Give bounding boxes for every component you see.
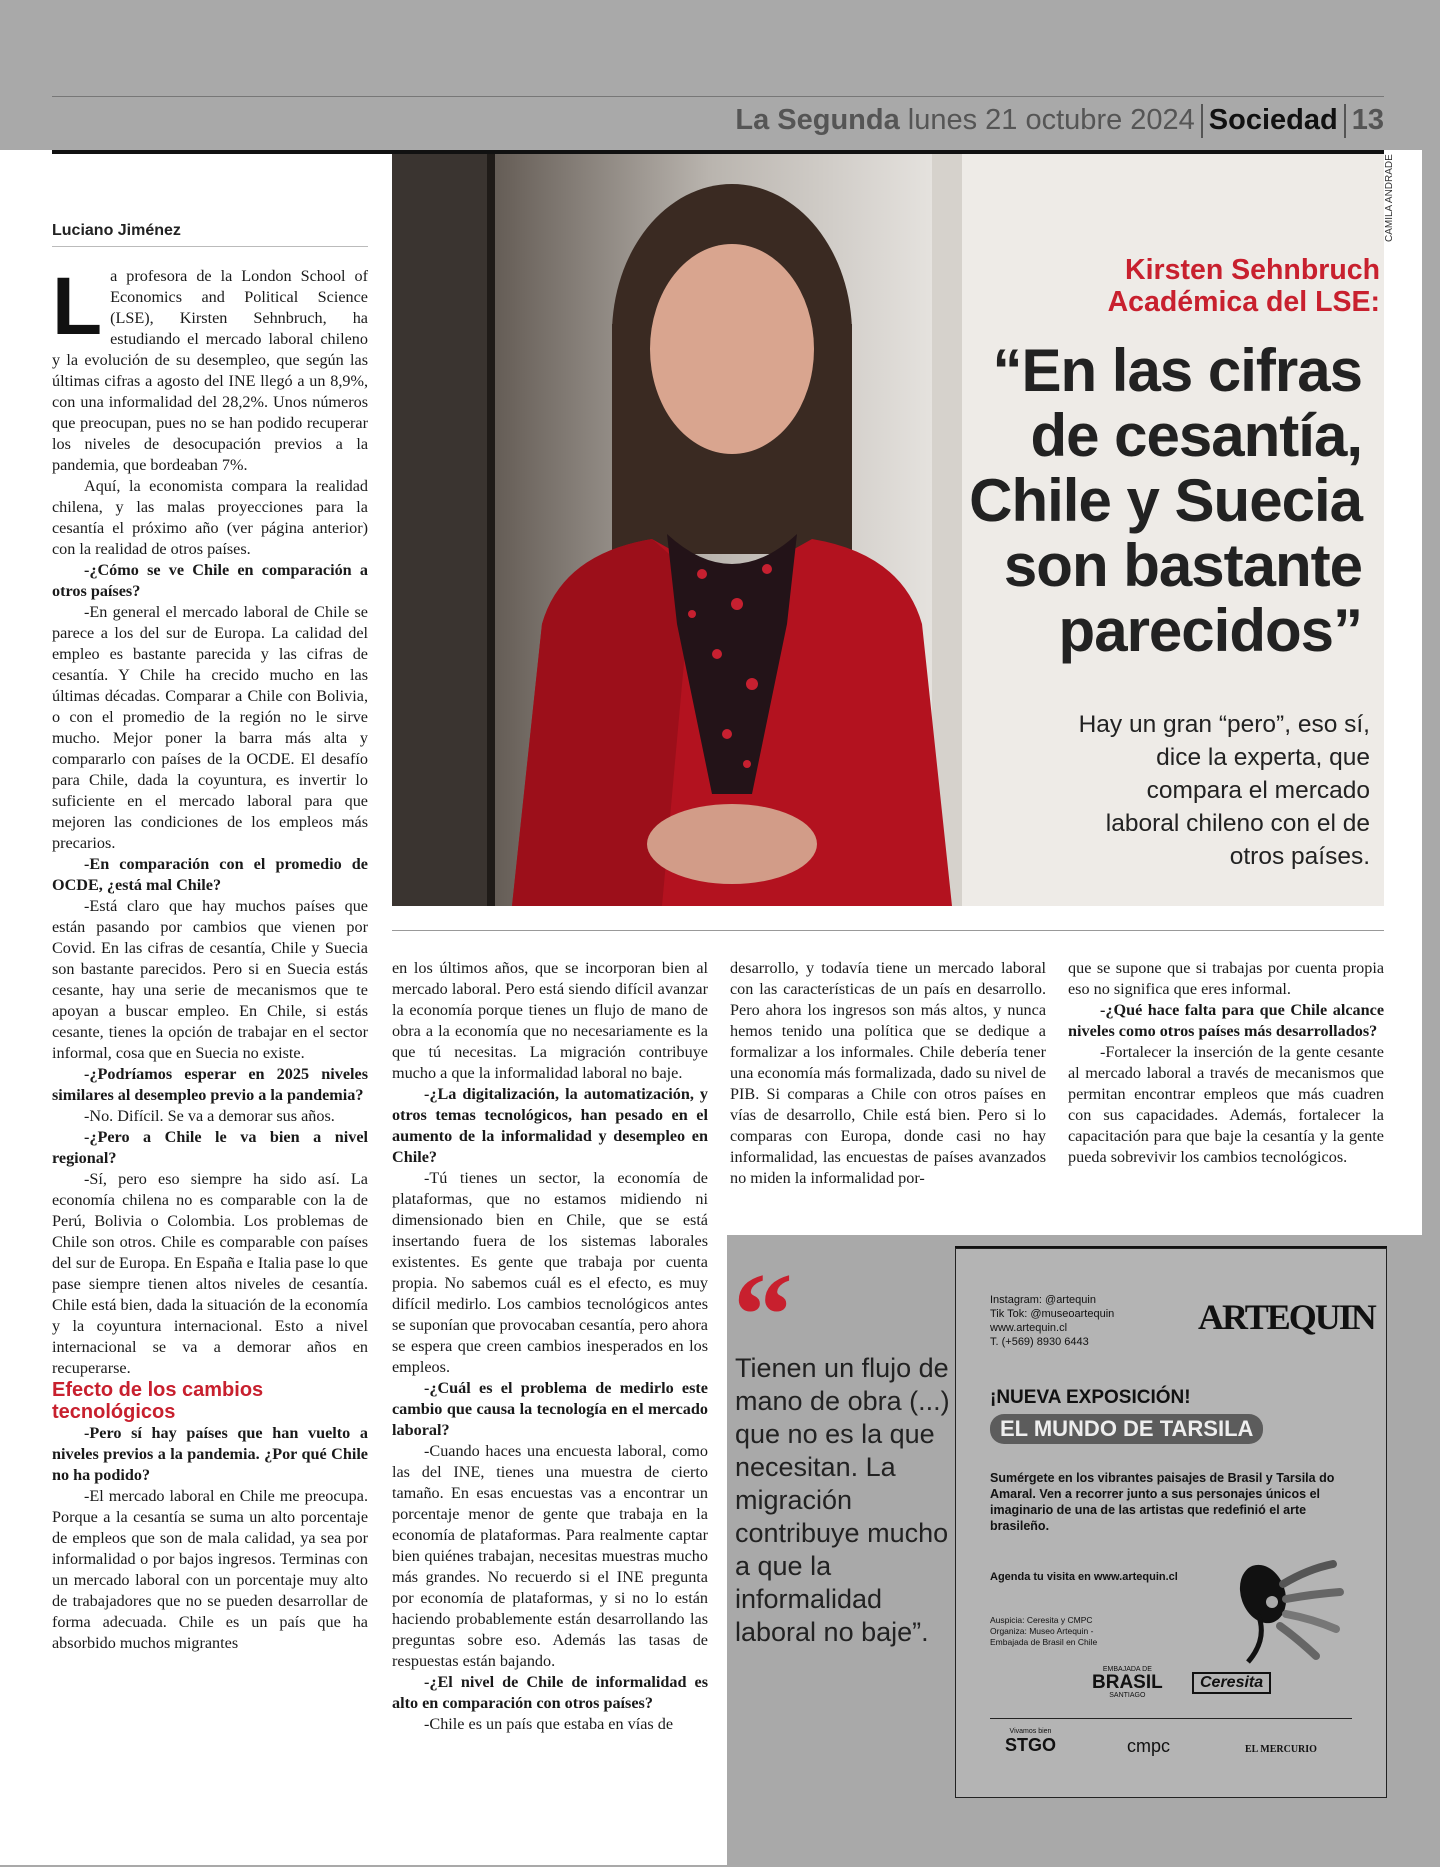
page-number: 13 — [1351, 104, 1384, 136]
header-top-rule — [52, 96, 1384, 97]
answer: -Cuando haces una encuesta laboral, como las del INE, tienes una muestra de cierto tamaño. En esas encuestas vas a encontrar un porcentaje menor de gente que trabaja en la economía de plataformas. Para realmente captar bien quiénes trabajan, necesitas muestras mucho más grandes. No recuerdo si el INE pregunta por economía de plataformas, y si no lo están haciendo probablemente están desarrollando las preguntas sobre eso. Además las tasas de respuestas están bajando. — [392, 1442, 708, 1670]
ad-website: www.artequin.cl — [990, 1322, 1068, 1334]
ad-sponsor-line: Embajada de Brasil en Chile — [990, 1637, 1098, 1647]
issue-date: lunes 21 octubre 2024 — [907, 104, 1195, 136]
lead-text: a profesora de la London School of Economics and Political Science (LSE), Kirsten Sehnbruch, ha estudiando el mercado laboral chileno y la evolución de su desempleo, que según las últimas cifras a agosto del INE llegó a un 8,9%, con una informalidad del 28,2%. Unos números que preocupan, pues no se han podido recuperar los niveles de desocupación previos a la pandemia, que bordeaban 7%. — [52, 267, 368, 474]
deck-line: dice la experta, que — [1156, 744, 1370, 771]
embassy-brasil-logo — [1092, 1666, 1163, 1699]
answer: -No. Difícil. Se va a demorar sus años. — [84, 1107, 335, 1125]
section-name: Sociedad — [1208, 104, 1338, 136]
embassy-label: EMBAJADA DE — [1102, 1666, 1152, 1673]
embassy-name: BRASIL — [1092, 1672, 1163, 1693]
header-separator — [1201, 104, 1203, 138]
headline-line: Chile y Suecia — [969, 467, 1362, 534]
question: -¿Cómo se ve Chile en comparación a otros países? — [52, 561, 368, 600]
headline — [969, 338, 1362, 663]
answer: -El mercado laboral en Chile me preocupa. Porque a la cesantía se suma un alto porcentaje de empleos que son de mala calidad, ya sea por informalidad o por bajos ingresos. Terminas con un mercado laboral con un porcentaje muy alto de trabajadores que no se pueden desarrollar de forma adecuada. Chile es un país que ha absorbido muchos migrantes — [52, 1487, 368, 1652]
subheading: Efecto de los cambios tecnológicos — [52, 1379, 264, 1423]
answer: -Está claro que hay muchos países que están pasando por cambios que vienen por Covid. En las cifras de cesantía, Chile y Suecia son bastante parecidos. Pero si en Suecia estás cesante, hay una serie de mecanismos que te apoyan a buscar empleo. En Chile, si estás cesante, tienes la opción de trabajar en el sector informal, cosa que en Suecia no existe. — [52, 897, 368, 1062]
deck-line: compara el mercado — [1146, 777, 1370, 804]
page-header — [52, 100, 1384, 144]
ad-agenda: Agenda tu visita en www.artequin.cl — [990, 1571, 1178, 1583]
ad-announcement: ¡NUEVA EXPOSICIÓN! — [990, 1387, 1191, 1408]
artequin-logo: ARTEQUIN — [1198, 1297, 1375, 1337]
ad-exhibition-title: EL MUNDO DE TARSILA — [990, 1414, 1263, 1444]
question: -¿Pero a Chile le va bien a nivel regional? — [52, 1128, 368, 1167]
ad-tiktok: Tik Tok: @museoartequin — [990, 1308, 1115, 1320]
answer: -En general el mercado laboral de Chile se parece a los del sur de Europa. La calidad del empleo es bastante parecida y las cifras de cesantía. Y Chile ha crecido mucho en las últimas décadas. Comparar a Chile con Bolivia, o con el promedio de la región no le sirve mucho. Mejor poner la barra más alta y compararlo con países de la OCDE. El desafío para Chile, dada la coyuntura, es invertir lo suficiente en el mercado laboral para que mejoren las condiciones de los empleos más precarios. — [52, 603, 368, 852]
byline-rule — [52, 246, 368, 247]
question: -Pero sí hay países que han vuelto a niveles previos a la pandemia. ¿Por qué Chile no ha podido? — [52, 1424, 368, 1484]
question: -¿La digitalización, la automatización, y otros temas tecnológicos, han pesado en el aumento de la informalidad y desempleo en Chile? — [392, 1085, 708, 1166]
el-mercurio-logo: EL MERCURIO — [1245, 1744, 1317, 1755]
question: -En comparación con el promedio de OCDE, ¿está mal Chile? — [52, 855, 368, 894]
paragraph: que se supone que si trabajas por cuenta propia eso no significa que eres informal. — [1068, 959, 1384, 998]
deck-line: otros países. — [1229, 843, 1370, 870]
paragraph: Aquí, la economista compara la realidad chilena, y las malas proyecciones para la cesantía el próximo año (ver página anterior) con la realidad de otros países. — [52, 477, 368, 558]
article-column-1 — [52, 261, 368, 1654]
drop-cap: L — [52, 261, 103, 352]
deck — [1079, 708, 1370, 873]
headline-line: son bastante — [1003, 532, 1362, 599]
headline-line: “En las cifras — [992, 337, 1362, 404]
ad-instagram: Instagram: @artequin — [990, 1294, 1096, 1306]
publication-name: La Segunda — [735, 104, 900, 136]
kicker-role: Académica del LSE: — [1107, 286, 1380, 318]
deck-line: Hay un gran “pero”, eso sí, — [1078, 711, 1370, 738]
cmpc-logo: cmpc — [1127, 1736, 1171, 1756]
header-separator — [1344, 104, 1346, 138]
deck-line: laboral chileno con el de — [1105, 810, 1370, 837]
paragraph: desarrollo, y todavía tiene un mercado laboral con las características de un país en desarrollo. Pero ahora los ingresos son más altos, y nunca hemos tenido una política que se dedique a formalizar a los informales. Chile debería tener una economía más formalizada, dado su nivel de PIB. Si comparas a Chile con otros países en vías de desarrollo, Chile está bien. Pero si lo comparas con Europa, donde casi no hay informalidad, las encuestas de países avanzados no miden la informalidad por- — [730, 959, 1046, 1187]
ad-separator — [990, 1718, 1352, 1719]
ad-phone: T. (+569) 8930 6443 — [990, 1336, 1089, 1348]
ad-body-text: Sumérgete en los vibrantes paisajes de Brasil y Tarsila do Amaral. Ven a recorrer junto a sus personajes únicos el imaginario de una de las artistas que redefinió el arte brasileño. — [990, 1471, 1335, 1533]
question: -¿Qué hace falta para que Chile alcance niveles como otros países más desarrollados? — [1068, 1001, 1384, 1040]
ad-sponsor-line: Auspicia: Ceresita y CMPC — [990, 1615, 1093, 1625]
paragraph: en los últimos años, que se incorporan bien al mercado laboral. Pero está siendo difícil avanzar la economía porque tienes un flujo de mano de obra a la economía que no necesariamente es la que tú necesitas. La migración contribuye mucho a que la informalidad laboral no baje. — [392, 959, 708, 1082]
stgo-tagline: Vivamos bien — [1009, 1728, 1052, 1735]
answer: -Sí, pero eso siempre ha sido así. La economía chilena no es comparable con la de Perú, Bolivia o Colombia. Los problemas de Chile son otros. Chile es comparable con países del sur de Europa. En España e Italia pase lo que pase siempre tienen altos niveles de cesantía. Chile está bien, dada la situación de la economía y la coyuntura internacional. Esto a nivel internacional se va a demorar años en recuperarse. — [52, 1170, 368, 1377]
kicker-name: Kirsten Sehnbruch — [1125, 254, 1380, 286]
article-column-2 — [392, 958, 708, 1735]
tarsila-artwork-icon — [1228, 1544, 1348, 1664]
headline-line: parecidos” — [1058, 597, 1362, 664]
stgo-logo — [1005, 1728, 1056, 1756]
question: -¿El nivel de Chile de informalidad es alto en comparación con otros países? — [392, 1673, 708, 1712]
byline: Luciano Jiménez — [52, 222, 181, 239]
question: -¿Podríamos esperar en 2025 niveles similares al desempleo previo a la pandemia? — [52, 1065, 368, 1104]
ceresita-logo: Ceresita — [1192, 1672, 1271, 1694]
paragraph — [52, 261, 368, 476]
article-column-3 — [730, 958, 1046, 1189]
ad-sponsors — [990, 1615, 1097, 1648]
kicker — [1108, 254, 1380, 318]
ad-contact-info — [990, 1293, 1114, 1349]
photo-credit: CAMILA ANDRADE — [1384, 154, 1395, 242]
ad-sponsor-line: Organiza: Museo Artequin - — [990, 1626, 1094, 1636]
question: -¿Cuál es el problema de medirlo este cambio que causa la tecnología en el mercado laboral? — [392, 1379, 708, 1439]
pull-quote: Tienen un flujo de mano de obra (...) que no es la que necesitan. La migración contribuye mucho a que la informalidad laboral no baje”. — [735, 1353, 950, 1647]
answer: -Tú tienes un sector, la economía de plataformas, que no estamos midiendo ni dimensionado bien en Chile, que se está insertando fuera de los sistemas laborales existentes. Es gente que trabaja por cuenta propia. No sabemos cuál es el efecto, es muy difícil medirlo. Los cambios tecnológicos antes se suponían que provocaban cesantía, pero ahora se espera que creen cambios inesperados en los empleos. — [392, 1169, 708, 1376]
answer: -Chile es un país que estaba en vías de — [424, 1715, 674, 1733]
article-column-4 — [1068, 958, 1384, 1168]
embassy-city: SANTIAGO — [1109, 1692, 1146, 1699]
stgo-name: STGO — [1005, 1735, 1057, 1755]
answer: -Fortalecer la inserción de la gente cesante al mercado laboral a través de mecanismos que permitan encontrar empleos que más cuadren con sus capacidades. Además, fortalecer la capacitación para que baje la cesantía y la gente pueda sobrevivir los cambios tecnológicos. — [1068, 1043, 1384, 1166]
photo-underline — [392, 930, 1384, 931]
headline-line: de cesantía, — [1030, 402, 1362, 469]
quote-mark-icon: “ — [733, 1248, 793, 1381]
